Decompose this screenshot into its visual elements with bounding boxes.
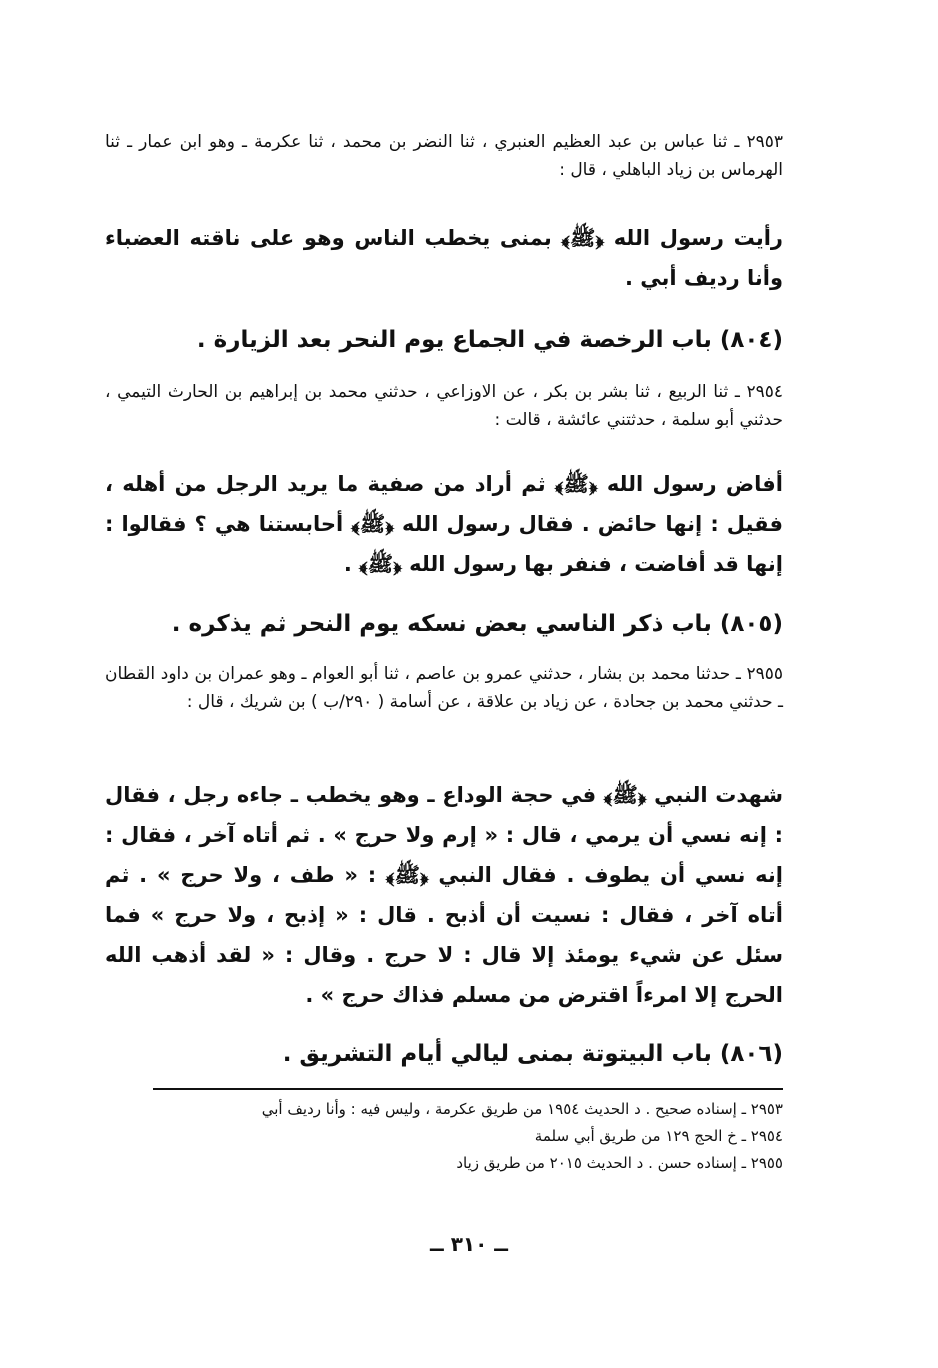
- footnotes: [140, 1096, 783, 1177]
- hadith-2953-text: رأيت رسول الله ﴿ﷺ﴾ بمنى يخطب الناس وهو على ناقته العضباء وأنا رديف أبي .: [105, 226, 783, 290]
- chapter-806-heading: (٨٠٦) باب البيتوتة بمنى ليالي أيام التشريق .: [282, 1041, 783, 1067]
- hadith-2955-text: شهدت النبي ﴿ﷺ﴾ في حجة الوداع ـ وهو يخطب ـ جاءه رجل ، فقال : إنه نسي أن يرمي ، قال : « إرم ولا حرج » . ثم أتاه آخر ، فقال : إنه نسي أن يطوف . فقال النبي ﴿ﷺ﴾ : « طف ، ولا حرج » . ثم أتاه آخر ، فقال : نسيت أن أذبح . قال : « إذبح ، ولا حرج » فما سئل عن شيء يومئذ إلا قال : لا حرج . وقال : « لقد أذهب الله الحرج إلا امرءاً اقترض من مسلم فذاك حرج » .: [105, 783, 783, 1007]
- hadith-2955-isnad: ٢٩٥٥ ـ حدثنا محمد بن بشار ، حدثني عمرو بن عاصم ، ثنا أبو العوام ـ وهو عمران بن داود القطان ـ حدثني محمد بن جحادة ، عن زياد بن علاقة ، عن أسامة ( ٢٩٠/ب ) بن شريك ، قال :: [105, 664, 783, 712]
- footnote-divider: [153, 1088, 783, 1090]
- footnote-2954: ٢٩٥٤ ـ خ الحج ١٢٩ من طريق أبي سلمة: [534, 1127, 783, 1145]
- hadith-2953-isnad: ٢٩٥٣ ـ ثنا عباس بن عبد العظيم العنبري ، ثنا النضر بن محمد ، ثنا عكرمة ـ وهو ابن عمار ـ ثنا الهرماس بن زياد الباهلي ، قال :: [105, 132, 783, 180]
- hadith-2954-text: أفاض رسول الله ﴿ﷺ﴾ ثم أراد من صفية ما يريد الرجل من أهله ، فقيل : إنها حائض . فقال رسول الله ﴿ﷺ﴾ أحابستنا هي ؟ فقالوا : إنها قد أفاضت ، فنفر بها رسول الله ﴿ﷺ﴾ .: [105, 472, 783, 576]
- chapter-804-heading: (٨٠٤) باب الرخصة في الجماع يوم النحر بعد الزيارة .: [196, 327, 783, 353]
- page-number: ــ ٣١٠ ــ: [430, 1232, 508, 1256]
- hadith-2954-isnad: ٢٩٥٤ ـ ثنا الربيع ، ثنا بشر بن بكر ، عن الاوزاعي ، حدثني محمد بن إبراهيم بن الحارث التيمي ، حدثني أبو سلمة ، حدثتني عائشة ، قالت :: [105, 382, 783, 430]
- footnote-2955: ٢٩٥٥ ـ إسناده حسن . د الحديث ٢٠١٥ من طريق زياد: [456, 1154, 783, 1172]
- footnote-2953: ٢٩٥٣ ـ إسناده صحيح . د الحديث ١٩٥٤ من طريق عكرمة ، وليس فيه : وأنا رديف أبي: [261, 1100, 783, 1118]
- chapter-805-heading: (٨٠٥) باب ذكر الناسي بعض نسكه يوم النحر ثم يذكره .: [171, 611, 783, 637]
